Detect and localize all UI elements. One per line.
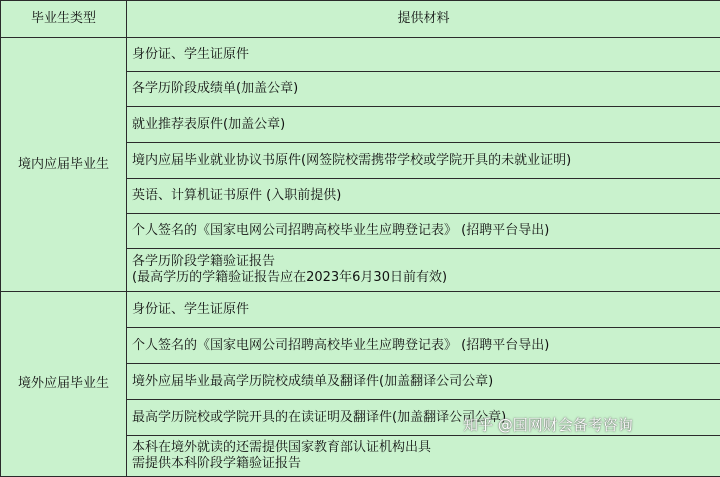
- material-item: [127, 436, 720, 477]
- material-item: 境内应届毕业就业协议书原件(网签院校需携带学校或学院开具的未就业证明): [127, 143, 720, 179]
- material-item: 境外应届毕业最高学历院校成绩单及翻译件(加盖翻译公司公章): [127, 364, 720, 400]
- watermark: [463, 414, 633, 435]
- header-materials: 提供材料: [127, 1, 720, 38]
- material-item: 就业推荐表原件(加盖公章): [127, 107, 720, 143]
- graduate-type-domestic: 境内应届毕业生: [1, 38, 127, 292]
- material-item: 身份证、学生证原件: [127, 292, 720, 328]
- material-item: 个人签名的《国家电网公司招聘高校毕业生应聘登记表》 (招聘平台导出): [127, 328, 720, 364]
- table-row: [1, 38, 720, 72]
- header-graduate-type: 毕业生类型: [1, 1, 127, 38]
- graduate-type-overseas: 境外应届毕业生: [1, 292, 127, 477]
- material-item-line: 本科在境外就读的还需提供国家教育部认证机构出具: [132, 440, 720, 456]
- watermark-text: 知乎 @国网财会备考咨询: [463, 416, 633, 434]
- material-item: 最高学历院校或学院开具的在读证明及翻译件(加盖翻译公司公章): [127, 400, 720, 436]
- header-row: [1, 1, 720, 38]
- material-item-line: 需提供本科阶段学籍验证报告: [132, 456, 720, 472]
- material-item: 身份证、学生证原件: [127, 38, 720, 72]
- table-row: [1, 292, 720, 328]
- material-item: 个人签名的《国家电网公司招聘高校毕业生应聘登记表》 (招聘平台导出): [127, 214, 720, 249]
- material-item-line: 各学历阶段学籍验证报告: [132, 254, 720, 270]
- material-item: 各学历阶段成绩单(加盖公章): [127, 72, 720, 107]
- material-item: 英语、计算机证书原件 (入职前提供): [127, 179, 720, 214]
- material-item-line: (最高学历的学籍验证报告应在2023年6月30日前有效): [132, 270, 720, 286]
- material-item: [127, 249, 720, 292]
